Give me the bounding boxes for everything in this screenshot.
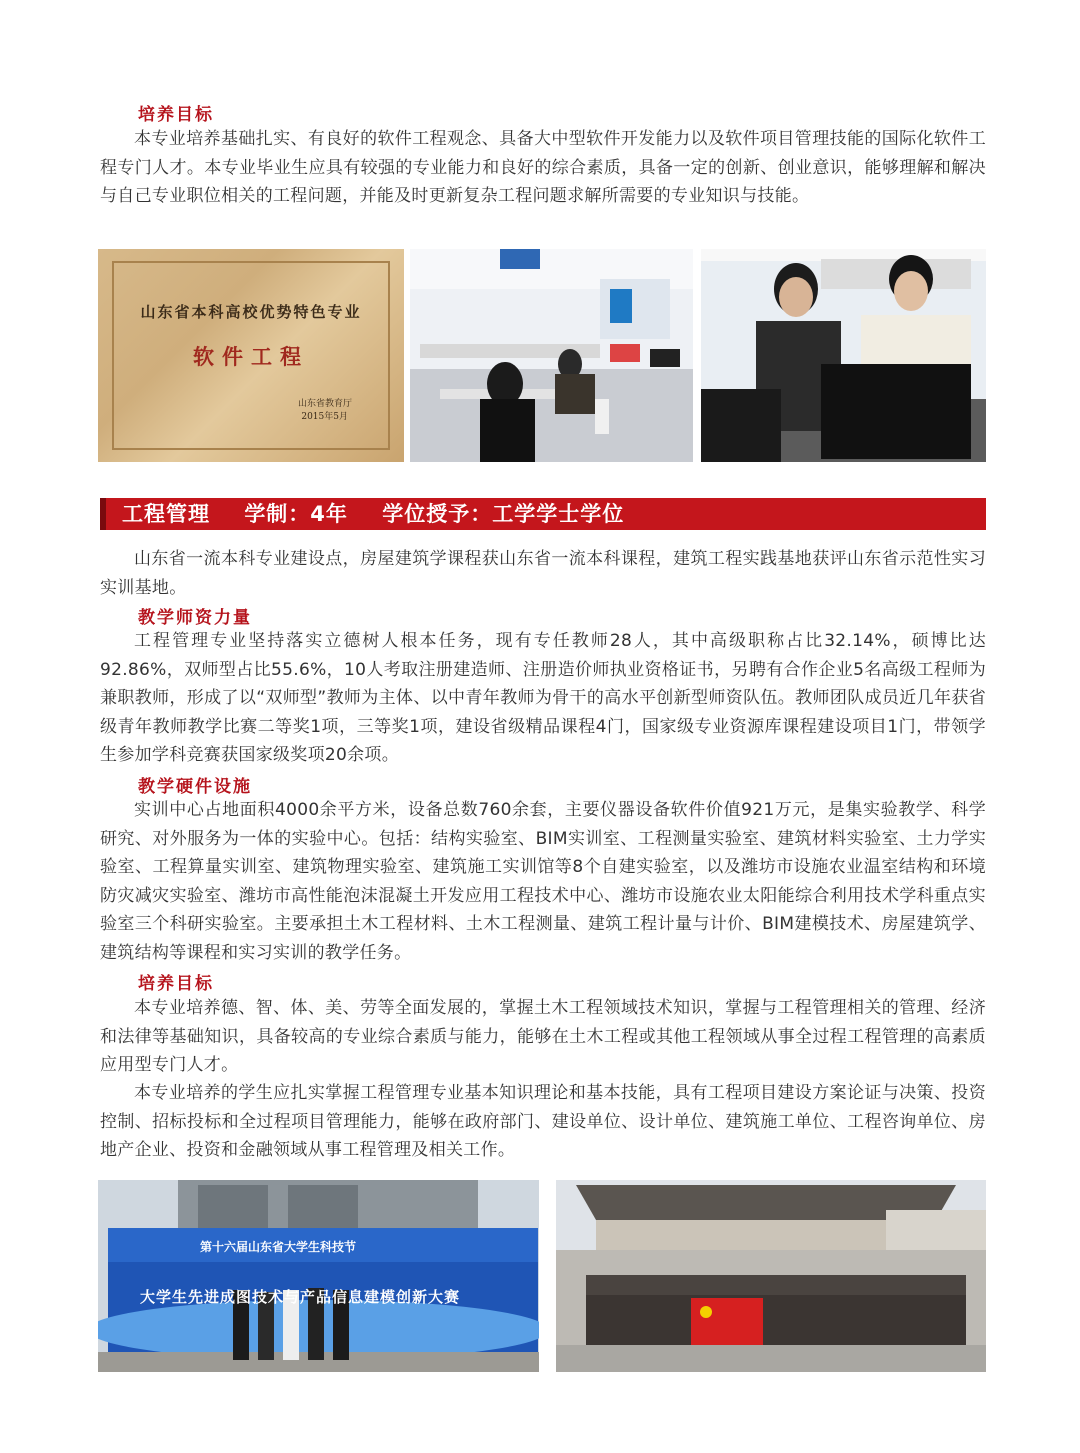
contest-banner-line2: 大学生先进成图技术与产品信息建模创新大赛 (140, 1288, 461, 1306)
computer-lab-photo (410, 249, 693, 462)
training-goal-text-2a: 本专业培养德、智、体、美、劳等全面发展的，掌握土木工程领域技术知识，掌握与工程管理相关的管理、经济和法律等基础知识，具备较高的专业综合素质与能力，能够在土木工程或其他工程领域从事全过程工程管理的高素质应用型专门人才。 (100, 998, 986, 1075)
award-plaque-photo (98, 249, 404, 462)
training-goal-text-2b: 本专业培养的学生应扎实掌握工程管理专业基本知识理论和基本技能，具有工程项目建设方案论证与决策、投资控制、招标投标和全过程项目管理能力，能够在政府部门、建设单位、设计单位、建筑施工单位、工程咨询单位、房地产企业、投资和金融领域从事工程管理及相关工作。 (100, 1083, 986, 1160)
contest-team-photo (98, 1180, 539, 1372)
training-goal-text: 本专业培养基础扎实、有良好的软件工程观念、具备大中型软件开发能力以及软件项目管理技能的国际化软件工程专门人才。本专业毕业生应具有较强的专业能力和良好的综合素质，具备一定的创新、创业意识，能够理解和解决与自己专业职位相关的工程问题，并能及时更新复杂工程问题求解所需要的专业知识与技能。 (100, 129, 986, 206)
plaque-date: 2015年5月 (301, 412, 348, 422)
hardware-text: 实训中心占地面积4000余平方米，设备总数760余套，主要仪器设备软件价值921万元，是集实验教学、科学研究、对外服务为一体的实验中心。包括：结构实验室、BIM实训室、工程测量实验室、建筑材料实验室、土力学实验室、工程算量实训室、建筑物理实验室、建筑施工实训馆等8个自建实验室，以及潍坊市设施农业温室结构和环境防灾减灾实验室、潍坊市高性能泡沫混凝土开发应用工程技术中心、潍坊市设施农业太阳能综合利用技术学科重点实验室三个科研实验室。主要承担土木工程材料、土木工程测量、建筑工程计量与计价、BIM建模技术、房屋建筑学、建筑结构等课程和实习实训的教学任务。 (100, 800, 986, 963)
degree-awarded: 学位授予：工学学士学位 (382, 502, 625, 526)
major-banner (100, 498, 986, 530)
study-duration: 学制：4年 (244, 502, 348, 526)
group-photo (556, 1180, 986, 1372)
banner-text (122, 498, 650, 530)
plaque-issuer: 山东省教育厅 (297, 399, 352, 409)
students-at-computer-photo (701, 249, 986, 462)
plaque-title: 山东省本科高校优势特色专业 (140, 303, 362, 321)
faculty-text: 工程管理专业坚持落实立德树人根本任务，现有专任教师28人，其中高级职称占比32.14%，硕博比达92.86%，双师型占比55.6%，10人考取注册建造师、注册造价师执业资格证书，另聘有合作企业5名高级工程师为兼职教师，形成了以“双师型”教师为主体、以中青年教师为骨干的高水平创新型师资队伍。教师团队成员近几年获省级青年教师教学比赛二等奖1项，三等奖1项，建设省级精品课程4门，国家级专业资源库课程建设项目1门，带领学生参加学科竞赛获国家级奖项20余项。 (100, 631, 986, 765)
banner-accent-bar (100, 498, 106, 530)
hardware-title: 教学硬件设施 (138, 777, 252, 797)
contest-banner-line1: 第十六届山东省大学生科技节 (200, 1240, 357, 1254)
major-name: 工程管理 (122, 502, 210, 526)
faculty-title: 教学师资力量 (138, 608, 252, 628)
major-intro-text: 山东省一流本科专业建设点，房屋建筑学课程获山东省一流本科课程，建筑工程实践基地获评山东省示范性实习实训基地。 (100, 549, 986, 598)
training-goal-title: 培养目标 (138, 105, 214, 125)
training-goal-title-2: 培养目标 (138, 974, 214, 994)
plaque-main-text: 软件工程 (193, 344, 309, 369)
